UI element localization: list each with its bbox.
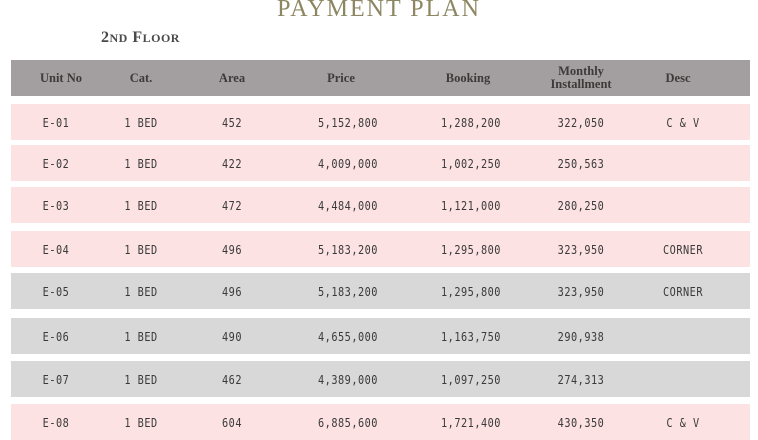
cell-area: 496 [221, 241, 242, 257]
cell-area: 472 [221, 197, 242, 213]
cell-area: 462 [221, 371, 242, 387]
cell-area: 604 [221, 414, 242, 430]
cell-monthly-installment: 274,313 [557, 371, 605, 387]
cell-unit-no: E-06 [42, 328, 70, 344]
cell-unit-no: E-01 [42, 114, 70, 130]
cell-cat: 1 BED [124, 414, 158, 430]
cell-unit-no: E-04 [42, 241, 70, 257]
cell-cat: 1 BED [124, 155, 158, 171]
cell-cat: 1 BED [124, 197, 158, 213]
cell-monthly-installment: 250,563 [557, 155, 605, 171]
cell-cat: 1 BED [124, 371, 158, 387]
table-row [11, 361, 750, 397]
table-row [11, 104, 750, 140]
col-header-area: Area [218, 70, 246, 85]
cell-unit-no: E-05 [42, 283, 70, 299]
cell-area: 496 [221, 283, 242, 299]
cell-unit-no: E-07 [42, 371, 70, 387]
cell-desc: C & V [666, 414, 700, 430]
cell-booking: 1,295,800 [441, 283, 501, 299]
cell-area: 490 [221, 328, 242, 344]
cell-price: 4,389,000 [318, 371, 378, 387]
cell-unit-no: E-02 [42, 155, 70, 171]
table-row [11, 187, 750, 223]
cell-price: 6,885,600 [318, 414, 378, 430]
cell-monthly-installment: 280,250 [557, 197, 605, 213]
cell-desc [658, 145, 707, 181]
page-title: PAYMENT PLAN [277, 0, 481, 22]
cell-desc [658, 187, 707, 223]
cell-price: 4,484,000 [318, 197, 378, 213]
cell-desc: CORNER [662, 241, 703, 257]
cell-cat: 1 BED [124, 241, 158, 257]
col-header-desc: Desc [665, 70, 691, 85]
cell-price: 4,655,000 [318, 328, 378, 344]
floor-label: 2ND FLOOR [101, 29, 180, 46]
cell-monthly-installment: 290,938 [557, 328, 605, 344]
cell-desc: C & V [666, 114, 700, 130]
cell-monthly-installment: 322,050 [557, 114, 605, 130]
col-header-booking: Booking [445, 70, 491, 85]
cell-booking: 1,288,200 [441, 114, 501, 130]
cell-unit-no: E-03 [42, 197, 70, 213]
col-header-price: Price [327, 70, 355, 85]
cell-monthly-installment: 323,950 [557, 241, 605, 257]
table-header [11, 60, 750, 96]
table-row [11, 231, 750, 267]
col-header-cat: Cat. [129, 70, 153, 85]
table-row [11, 318, 750, 354]
cell-booking: 1,163,750 [441, 328, 501, 344]
cell-unit-no: E-08 [42, 414, 70, 430]
cell-booking: 1,295,800 [441, 241, 501, 257]
col-header-monthly-installment: Monthly Installment [550, 64, 612, 91]
cell-desc [658, 318, 707, 354]
cell-price: 5,183,200 [318, 283, 378, 299]
table-row [11, 273, 750, 309]
cell-price: 5,183,200 [318, 241, 378, 257]
cell-cat: 1 BED [124, 328, 158, 344]
col-header-unit-no: Unit No [39, 70, 83, 85]
cell-desc [658, 361, 707, 397]
cell-cat: 1 BED [124, 114, 158, 130]
cell-price: 4,009,000 [318, 155, 378, 171]
cell-area: 452 [221, 114, 242, 130]
cell-monthly-installment: 430,350 [557, 414, 605, 430]
cell-price: 5,152,800 [318, 114, 378, 130]
cell-booking: 1,097,250 [441, 371, 501, 387]
cell-area: 422 [221, 155, 242, 171]
cell-desc: CORNER [662, 283, 703, 299]
cell-monthly-installment: 323,950 [557, 283, 605, 299]
cell-booking: 1,121,000 [441, 197, 501, 213]
table-row [11, 145, 750, 181]
cell-booking: 1,721,400 [441, 414, 501, 430]
table-row [11, 404, 750, 440]
cell-cat: 1 BED [124, 283, 158, 299]
cell-booking: 1,002,250 [441, 155, 501, 171]
